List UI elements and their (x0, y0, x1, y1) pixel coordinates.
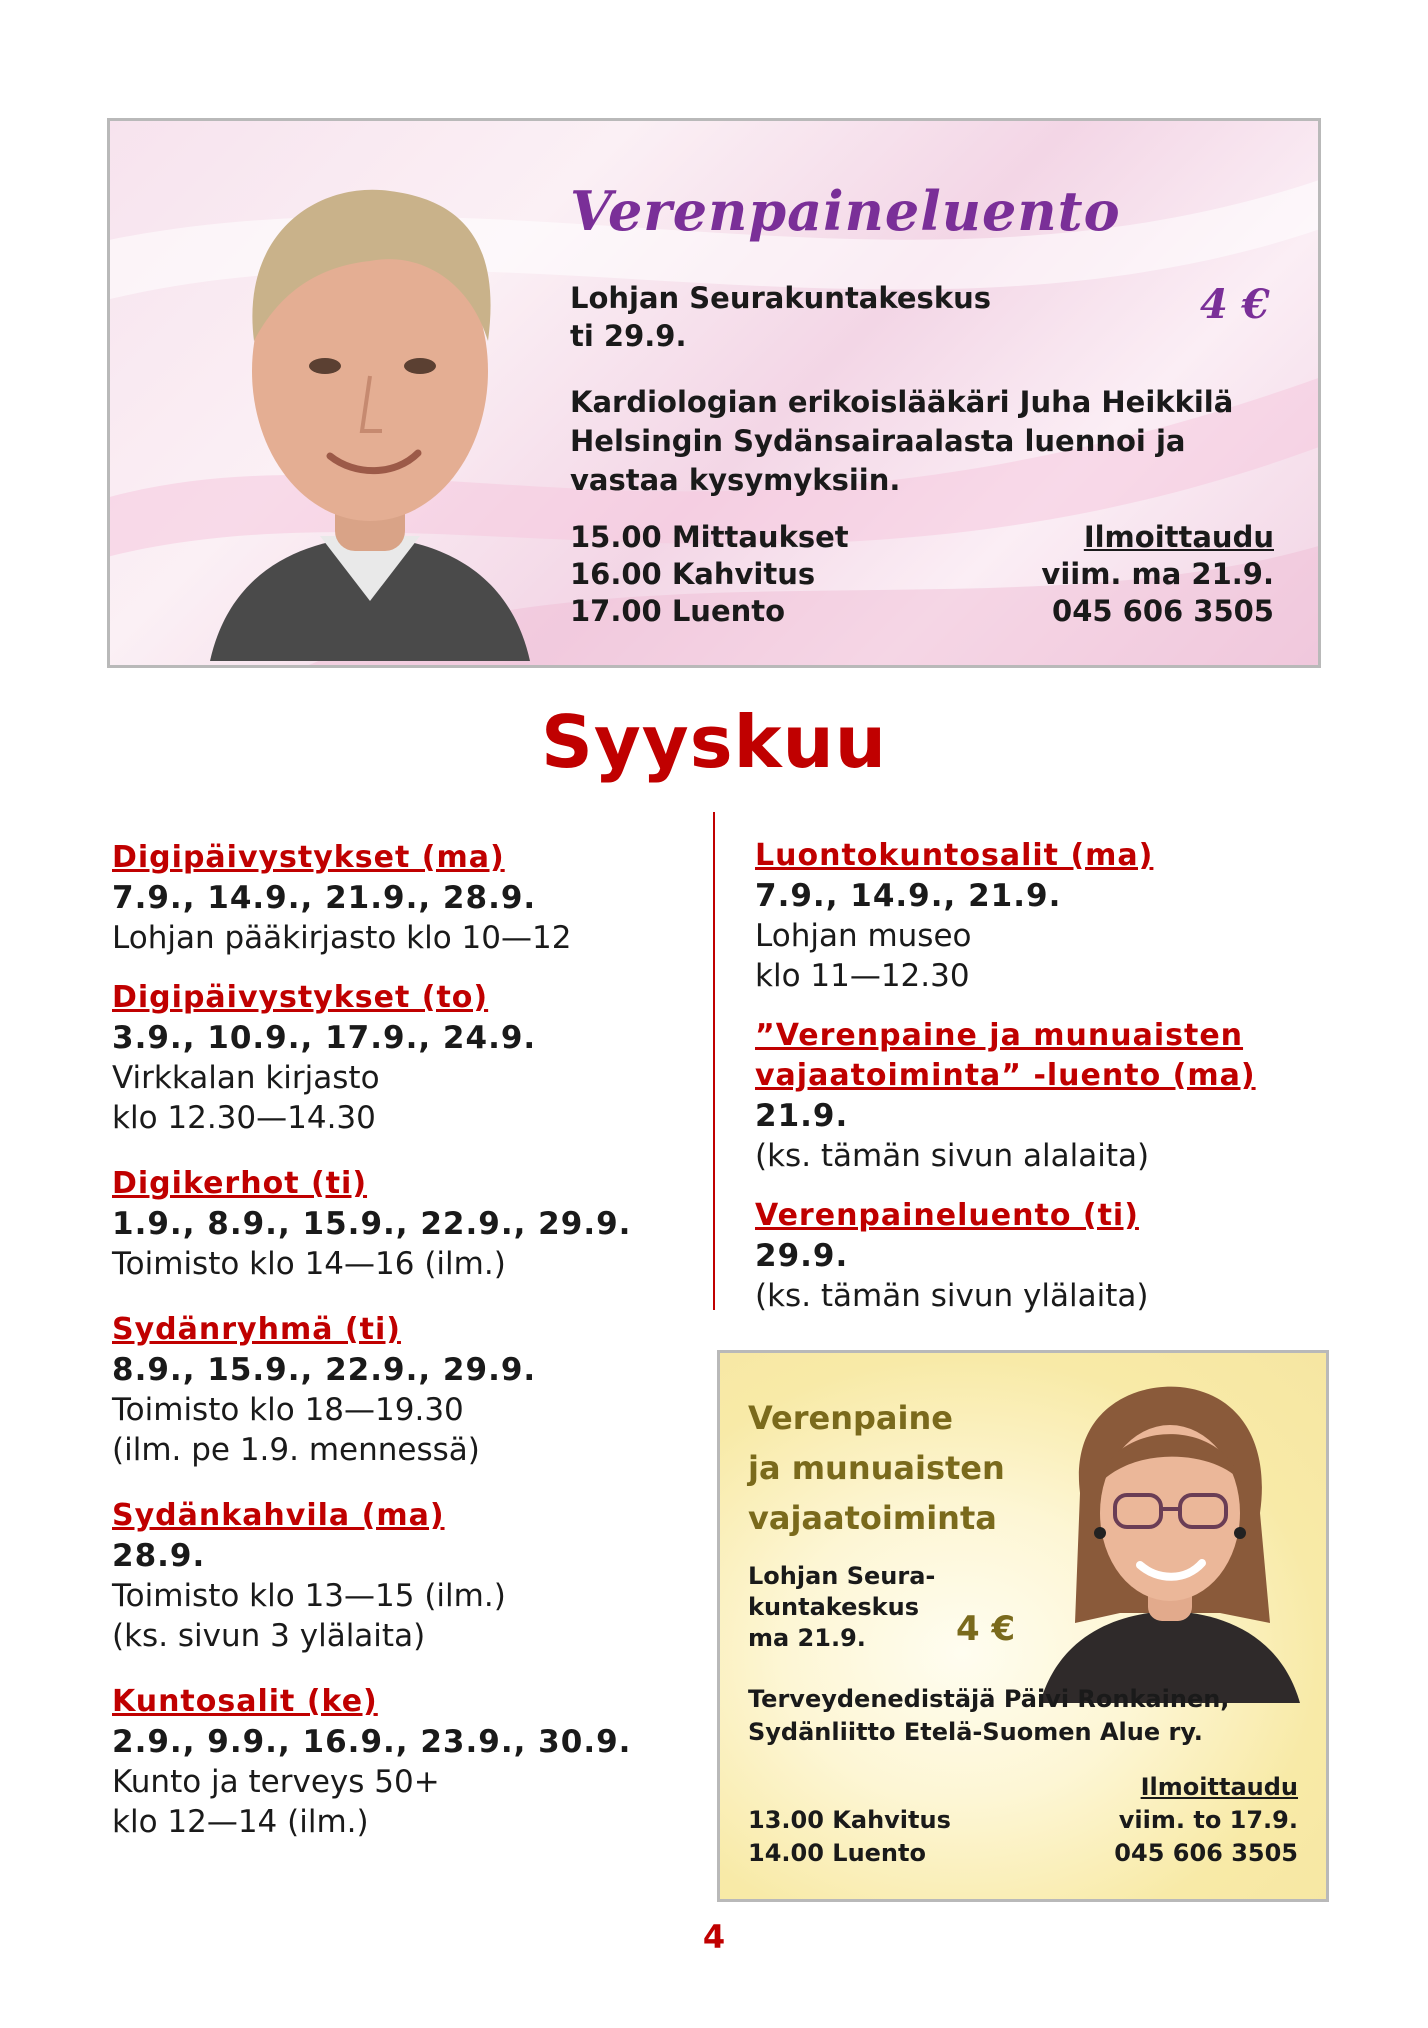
event-dates: 1.9., 8.9., 15.9., 22.9., 29.9. (112, 1206, 632, 1242)
event-info: klo 12.30—14.30 (112, 1100, 376, 1136)
event-info: (ks. sivun 3 ylälaita) (112, 1618, 426, 1654)
banner-description: Terveydenedistäjä Päivi Ronkainen, Sydänliitto Etelä-Suomen Alue ry. (748, 1685, 1230, 1746)
event-item (112, 1682, 692, 1842)
event-title: Kuntosalit (ke) (112, 1684, 378, 1719)
event-title: Verenpaineluento (ti) (755, 1198, 1139, 1233)
event-info: (ks. tämän sivun alalaita) (755, 1138, 1150, 1174)
event-dates: 21.9. (755, 1098, 849, 1134)
event-info: (ks. tämän sivun ylälaita) (755, 1278, 1149, 1314)
banner-schedule: 15.00 Mittaukset 16.00 Kahvitus 17.00 Luento (570, 520, 849, 628)
event-item (755, 836, 1355, 996)
left-event-list (112, 838, 692, 1862)
banner-registration: Ilmoittaudu viim. ma 21.9. 045 606 3505 (1041, 520, 1274, 628)
event-info: klo 12—14 (ilm.) (112, 1804, 369, 1840)
top-event-banner (107, 118, 1321, 668)
event-item (112, 1164, 692, 1284)
event-info: Toimisto klo 18—19.30 (112, 1392, 464, 1428)
event-dates: 7.9., 14.9., 21.9. (755, 878, 1062, 914)
event-item (112, 1310, 692, 1470)
event-title: Digipäivystykset (ma) (112, 840, 505, 875)
banner-title: Verenpaineluento (570, 179, 1121, 243)
event-dates: 2.9., 9.9., 16.9., 23.9., 30.9. (112, 1724, 632, 1760)
event-item (112, 1496, 692, 1656)
event-title: Digikerhot (ti) (112, 1166, 368, 1201)
speaker-portrait-man (170, 141, 570, 661)
event-info: Virkkalan kirjasto (112, 1060, 380, 1096)
event-dates: 7.9., 14.9., 21.9., 28.9. (112, 880, 537, 916)
banner-description: Kardiologian erikoislääkäri Juha Heikkilä Helsingin Sydänsairaalasta luennoi ja vastaa kysymyksiin. (570, 385, 1234, 497)
banner-place: Lohjan Seura- kuntakeskus ma 21.9. (748, 1562, 936, 1652)
event-info: Toimisto klo 13—15 (ilm.) (112, 1578, 506, 1614)
speaker-portrait-woman (1020, 1373, 1320, 1703)
event-item (112, 978, 692, 1138)
event-info: klo 11—12.30 (755, 958, 970, 994)
event-title: Digipäivystykset (to) (112, 980, 489, 1015)
event-info: Toimisto klo 14—16 (ilm.) (112, 1246, 506, 1282)
banner-registration: Ilmoittaudu viim. to 17.9. 045 606 3505 (1114, 1773, 1298, 1867)
event-title: vajaatoiminta” -luento (ma) (755, 1058, 1256, 1093)
event-dates: 3.9., 10.9., 17.9., 24.9. (112, 1020, 537, 1056)
page-number: 4 (702, 1918, 726, 1956)
event-title: Sydänkahvila (ma) (112, 1498, 445, 1533)
event-dates: 8.9., 15.9., 22.9., 29.9. (112, 1352, 537, 1388)
event-info: Lohjan museo (755, 918, 972, 954)
banner-price: 4 € (1200, 281, 1270, 328)
event-info: Lohjan pääkirjasto klo 10—12 (112, 920, 572, 956)
event-info: Kunto ja terveys 50+ (112, 1764, 440, 1800)
banner-price: 4 € (956, 1609, 1016, 1649)
event-dates: 29.9. (755, 1238, 849, 1274)
event-title: ”Verenpaine ja munuaisten (755, 1018, 1244, 1053)
banner-title: Verenpaine ja munuaisten vajaatoiminta (748, 1399, 1005, 1537)
event-title: Luontokuntosalit (ma) (755, 838, 1154, 873)
event-title: Sydänryhmä (ti) (112, 1312, 401, 1347)
banner-place: Lohjan Seurakuntakeskus ti 29.9. (570, 281, 992, 353)
event-info: (ilm. pe 1.9. mennessä) (112, 1432, 480, 1468)
month-heading: Syyskuu (541, 700, 887, 784)
event-item (755, 1016, 1355, 1176)
event-item (112, 838, 692, 958)
column-divider (713, 812, 715, 1310)
banner-schedule: 13.00 Kahvitus 14.00 Luento (748, 1806, 951, 1867)
bottom-event-banner (717, 1350, 1329, 1902)
event-dates: 28.9. (112, 1538, 206, 1574)
right-event-list (755, 836, 1355, 1336)
event-item (755, 1196, 1355, 1316)
